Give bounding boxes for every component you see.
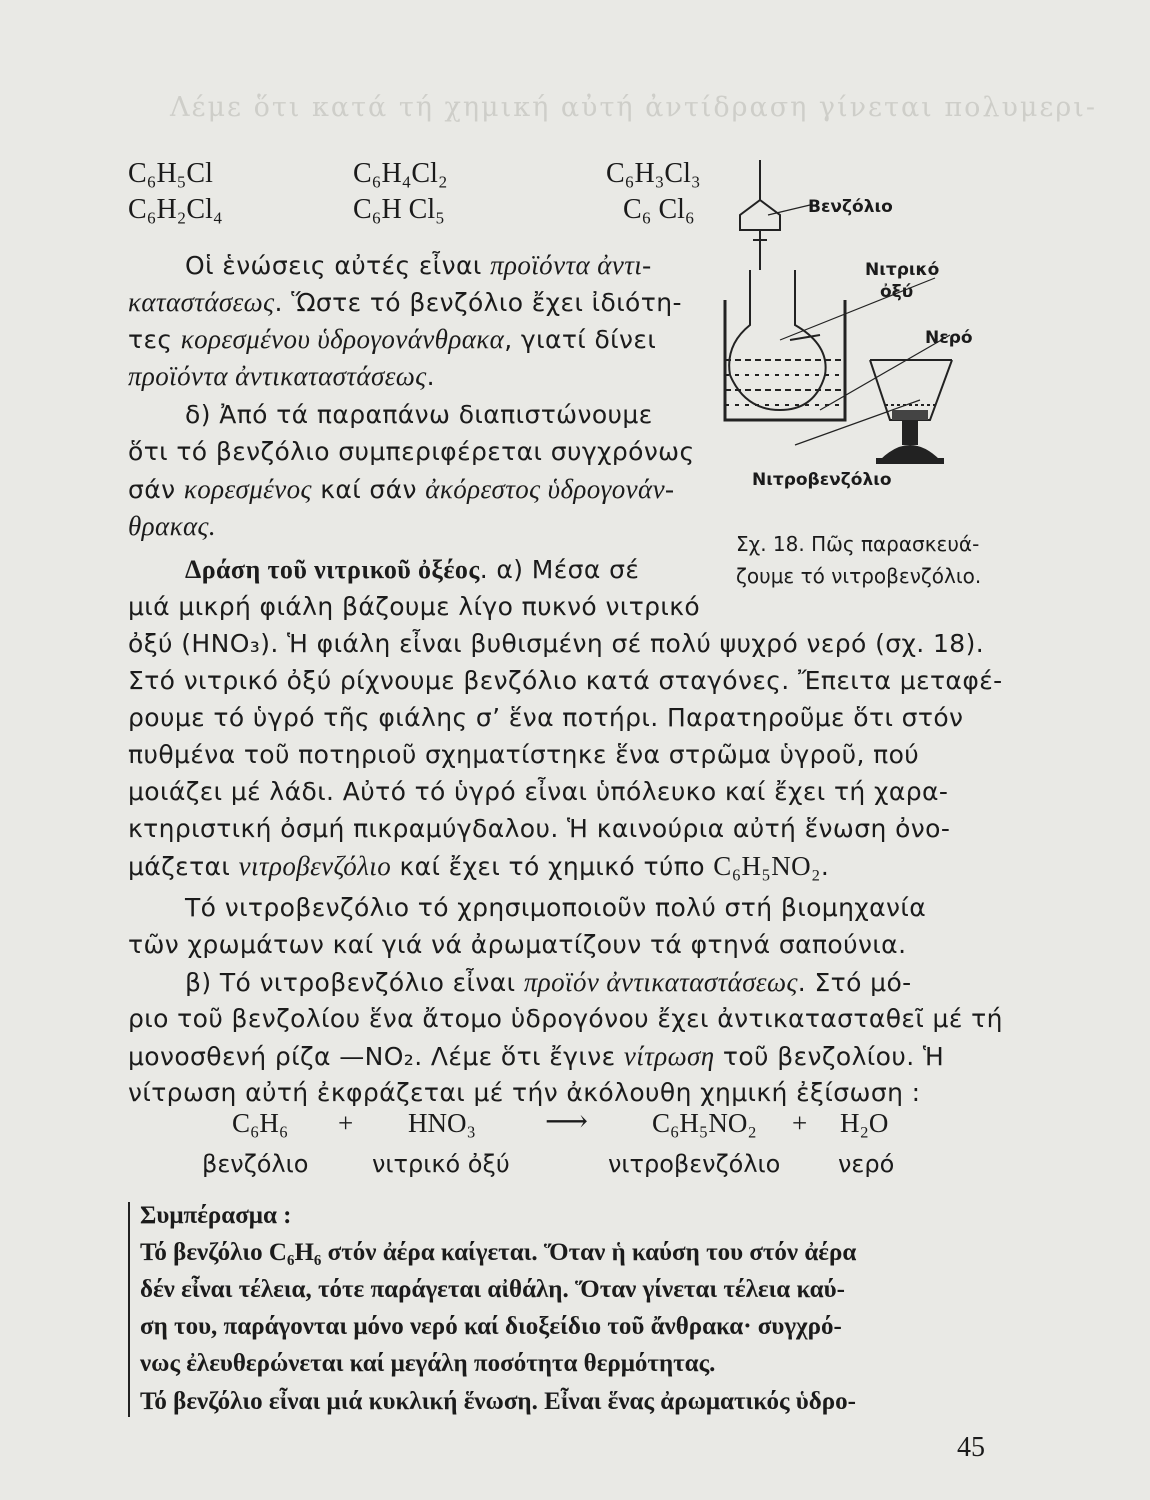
label-nitric-acid-2: ὀξύ <box>880 282 914 302</box>
text-line: Δράση τοῦ νιτρικοῦ ὀξέος. α) Μέσα σέ <box>185 555 640 584</box>
text-line: δ) Ἀπό τά παραπάνω διαπιστώνουμε <box>185 400 653 429</box>
caption-line: Σχ. 18. Πῶς παρασκευά- <box>736 532 980 556</box>
formula: C₆H₅Cl <box>128 158 213 189</box>
page-number: 45 <box>957 1432 985 1463</box>
caption-line: ζουμε τό νιτροβενζόλιο. <box>736 564 982 588</box>
text-line: νίτρωση αὐτή ἐκφράζεται μέ τήν ἀκόλουθη χημική ἐξίσωση : <box>128 1078 921 1107</box>
text-line: μάζεται νιτροβενζόλιο καί ἔχει τό χημικό τύπο C₆H₅NO₂. <box>128 851 830 881</box>
text-line: τες κορεσμένου ὑδρογονάνθρακα, γιατί δίνει <box>128 324 657 354</box>
label-water: Νερό <box>925 328 973 348</box>
text-line: προϊόντα ἀντικαταστάσεως. <box>128 361 435 391</box>
equation-plus: + <box>338 1108 354 1138</box>
formula: C₆ Cl₆ <box>623 194 695 225</box>
equation-nitrobenzene: C₆H₅NO₂ <box>652 1108 757 1138</box>
text-line: κτηριστική ὀσμή πικραμύγδαλου. Ἡ καινούρια αὐτή ἕνωση ὀνο- <box>128 814 951 843</box>
text-line: ριο τοῦ βενζολίου ἕνα ἄτομο ὑδρογόνου ἔχει ἀντικατασταθεῖ μέ τή <box>128 1004 1003 1033</box>
equation-benzene: C₆H₆ <box>232 1108 289 1138</box>
text-line: θρακας. <box>128 511 217 541</box>
formula: C₆H Cl₅ <box>353 194 445 225</box>
equation-nitric-acid: HNO₃ <box>408 1108 476 1138</box>
equation-label: νιτρικό ὀξύ <box>372 1150 510 1178</box>
text-line: β) Τό νιτροβενζόλιο εἶναι προϊόν ἀντικαταστάσεως. Στό μό- <box>185 967 912 997</box>
text-line: μονοσθενή ρίζα —NO₂. Λέμε ὅτι ἔγινε νίτρωση τοῦ βενζολίου. Ἡ <box>128 1041 945 1071</box>
conclusion-line: ση του, παράγονται μόνο νερό καί διοξείδιο τοῦ ἄνθρακα· συγχρό- <box>140 1313 842 1340</box>
text-line: μοιάζει μέ λάδι. Αὐτό τό ὑγρό εἶναι ὑπόλευκο καί ἔχει τή χαρα- <box>128 777 949 806</box>
formula: C₆H₃Cl₃ <box>606 158 701 189</box>
label-nitric-acid: Νιτρικό <box>865 260 940 280</box>
text-line: Οἱ ἑνώσεις αὐτές εἶναι προϊόντα ἀντι- <box>185 250 652 280</box>
equation-label: νιτροβενζόλιο <box>608 1150 781 1178</box>
conclusion-line: Τό βενζόλιο εἶναι μιά κυκλική ἕνωση. Εἶναι ἕνας ἀρωματικός ὑδρο- <box>140 1388 856 1415</box>
label-benzene: Βενζόλιο <box>808 197 893 217</box>
text-line: ὅτι τό βενζόλιο συμπεριφέρεται συγχρόνως <box>128 437 695 466</box>
text-line: πυθμένα τοῦ ποτηριοῦ σχηματίστηκε ἕνα στρῶμα ὑγροῦ, πού <box>128 740 920 769</box>
text-line: ὀξύ (HNO₃). Ἡ φιάλη εἶναι βυθισμένη σέ πολύ ψυχρό νερό (σχ. 18). <box>128 629 985 658</box>
conclusion-title: Συμπέρασμα : <box>140 1202 292 1229</box>
nitrobenzene-apparatus-figure <box>720 160 985 490</box>
text-line: τῶν χρωμάτων καί γιά νά ἀρωματίζουν τά φτηνά σαπούνια. <box>128 930 907 959</box>
text-line: Τό νιτροβενζόλιο τό χρησιμοποιοῦν πολύ στή βιομηχανία <box>185 893 927 922</box>
label-nitrobenzene: Νιτροβενζόλιο <box>752 470 892 490</box>
formula: C₆H₂Cl₄ <box>128 194 223 225</box>
bleed-through-text: Λέμε ὅτι κατά τή χημική αὐτή ἀντίδραση γίνεται πολυμερι- <box>170 92 1097 123</box>
equation-arrow: ⟶ <box>545 1105 589 1138</box>
conclusion-line: δέν εἶναι τέλεια, τότε παράγεται αἰθάλη. Ὅταν γίνεται τέλεια καύ- <box>140 1276 845 1303</box>
conclusion-line: Τό βενζόλιο C₆H₆ στόν ἀέρα καίγεται. Ὅταν ἡ καύση του στόν ἀέρα <box>140 1239 857 1266</box>
text-line: μιά μικρή φιάλη βάζουμε λίγο πυκνό νιτρικό <box>128 592 701 621</box>
equation-label: νερό <box>838 1150 895 1178</box>
text-line: ρουμε τό ὑγρό τῆς φιάλης σ’ ἕνα ποτήρι. Παρατηροῦμε ὅτι στόν <box>128 703 964 732</box>
conclusion-box <box>128 1202 1000 1417</box>
text-line: καταστάσεως. Ὥστε τό βενζόλιο ἔχει ἰδιότη- <box>128 287 682 317</box>
text-line: Στό νιτρικό ὀξύ ρίχνουμε βενζόλιο κατά σταγόνες. Ἔπειτα μεταφέ- <box>128 666 1003 695</box>
text-line: σάν κορεσμένος καί σάν ἀκόρεστος ὑδρογονάν- <box>128 474 675 504</box>
formula: C₆H₄Cl₂ <box>353 158 448 189</box>
equation-label: βενζόλιο <box>202 1150 309 1178</box>
conclusion-line: νως ἐλευθερώνεται καί μεγάλη ποσότητα θερμότητας. <box>140 1350 716 1377</box>
equation-plus: + <box>792 1108 808 1138</box>
figure-caption <box>736 528 981 592</box>
equation-water: H₂O <box>840 1108 889 1138</box>
